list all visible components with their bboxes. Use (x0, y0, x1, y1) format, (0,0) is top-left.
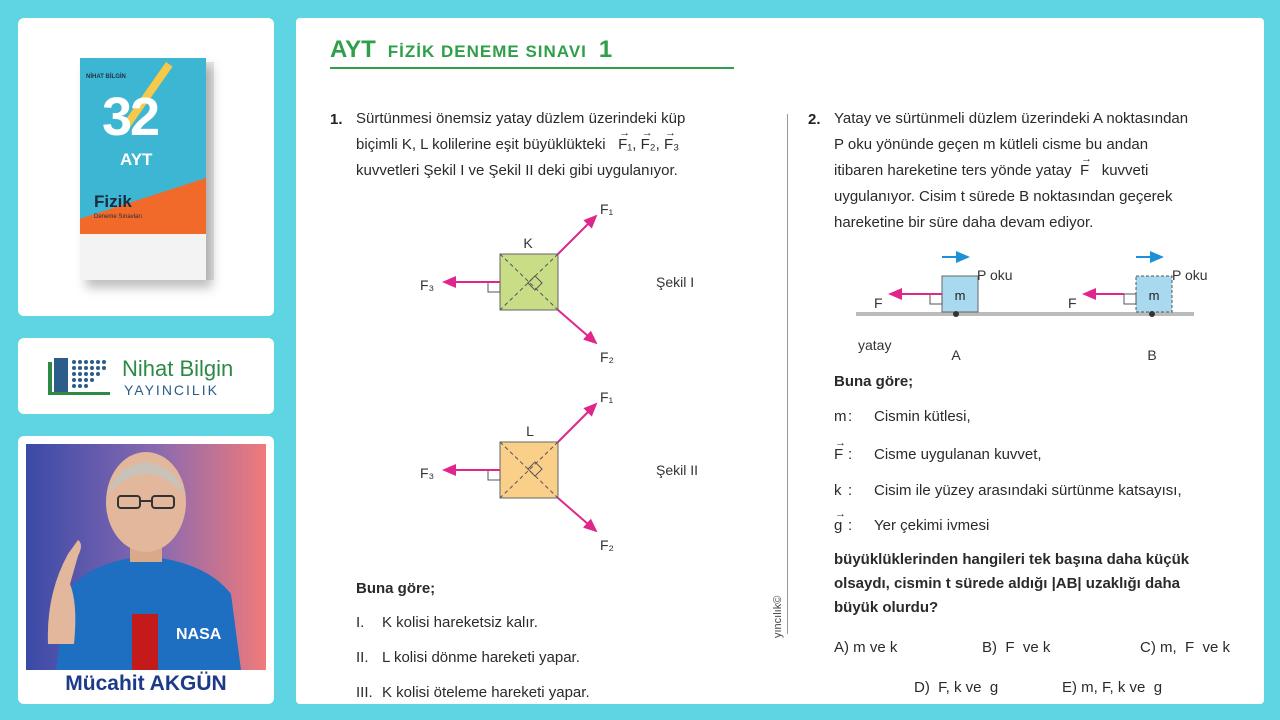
q2-number: 2. (808, 111, 821, 128)
point-b: B (1147, 347, 1157, 363)
point-a: A (951, 347, 961, 363)
option-c[interactable] (1140, 639, 1230, 656)
q1-line1: Sürtünmesi önemsiz yatay düzlem üzerindeki küp (356, 110, 686, 127)
fig1-f1-label: F₁ (600, 201, 614, 217)
fig2-caption: Şekil II (656, 462, 699, 478)
q2-line3a: itibaren hareketine ters yönde yatay (834, 162, 1072, 179)
def-m-sym: m (834, 408, 847, 425)
option-e-vec-g: g (1153, 679, 1163, 696)
q1-item-1 (356, 610, 538, 636)
p-label-b: P oku (1172, 267, 1208, 283)
def-f-text: Cisme uygulanan kuvvet, (874, 446, 1042, 463)
book-spine (206, 62, 214, 280)
exam-header (330, 36, 612, 64)
mass-a: m (954, 288, 966, 303)
q2-line5: hareketine bir süre daha devam ediyor. (834, 214, 1094, 231)
q1-stem (356, 106, 756, 184)
option-d-vec-f: F (938, 679, 946, 696)
q1-line2: biçimli K, L kolilerine eşit büyüklükteki (356, 136, 606, 153)
def-k-sym: k (834, 482, 842, 499)
option-e-vec-f: F (1102, 679, 1110, 696)
q1-number: 1. (330, 111, 343, 128)
watermark: yıncılık© (772, 595, 784, 638)
option-e[interactable] (1062, 679, 1162, 696)
q2-line4: uygulanıyor. Cisim t sürede B noktasından geçerek (834, 188, 1173, 205)
q2-prompt-3: büyük olurdu? (834, 599, 939, 616)
q2-prompt-2: olsaydı, cismin t sürede aldığı |AB| uzaklığı daha (834, 575, 1180, 592)
q1-figure-1 (406, 198, 636, 368)
q2-line1: Yatay ve sürtünmeli düzlem üzerindeki A noktasından (834, 110, 1189, 127)
ground-label: yatay (858, 337, 892, 353)
def-k-text: Cisim ile yüzey arasındaki sürtünme katsayısı, (874, 482, 1182, 499)
def-m-text: Cismin kütlesi, (874, 408, 971, 425)
q1-item-1-text: K kolisi hareketsiz kalır. (382, 614, 538, 631)
ground-line (856, 312, 1194, 316)
option-d-letter: D) (914, 679, 930, 696)
box-l-label: L (526, 423, 534, 439)
presenter-panel (18, 436, 274, 704)
book-white-band (80, 234, 206, 280)
q1-line3: kuvvetleri Şekil I ve Şekil II deki gibi uygulanıyor. (356, 162, 678, 179)
exam-ayt: AYT (330, 36, 376, 63)
fig1-f3-label: F₃ (420, 277, 435, 293)
q2-vec-f: → F (1080, 158, 1089, 184)
presenter-name: Mücahit AKGÜN (65, 672, 227, 695)
option-d-text: , k ve (945, 679, 982, 696)
q2-def-f (834, 442, 1042, 468)
exam-page (296, 18, 1264, 704)
exam-title: FİZİK DENEME SINAVI (387, 42, 587, 61)
q2-prompt (834, 548, 1254, 620)
option-c-text-2: ve k (1202, 639, 1231, 656)
q1-item-3 (356, 680, 590, 706)
fig1-caption: Şekil I (656, 274, 695, 290)
book-author: NİHAT BİLGİN (86, 74, 126, 80)
def-f-sep: : (848, 446, 853, 463)
option-e-text-1: E) m, (1062, 679, 1098, 696)
mass-b: m (1148, 288, 1160, 303)
column-divider (787, 114, 788, 634)
q2-def-k (834, 478, 1182, 504)
q2-line2: P oku yönünde geçen m kütleli cisme bu andan (834, 136, 1149, 153)
book-cover-panel (18, 18, 274, 316)
p-label-a: P oku (977, 267, 1013, 283)
option-b-vec-f: F (1005, 639, 1015, 656)
q1-vec-f3: → F₃ (664, 132, 679, 158)
q2-line3 (834, 158, 1244, 184)
q1-buna-gore: Buna göre; (356, 580, 436, 597)
q1-item-2-num: II. (356, 649, 369, 666)
q2-stem (834, 106, 1244, 236)
def-f-sym: → F (834, 442, 848, 468)
book-subject: Fizik (94, 192, 132, 211)
exam-number: 1 (598, 36, 613, 63)
option-b-letter: B) (982, 639, 997, 656)
q1-item-1-num: I. (356, 614, 365, 631)
fig2-f3-label: F₃ (420, 465, 435, 481)
def-g-sep: : (848, 517, 853, 534)
fig2-f1-label: F₁ (600, 389, 614, 405)
q1-item-2-text: L kolisi dönme hareketi yapar. (382, 649, 580, 666)
def-g-text: Yer çekimi ivmesi (874, 517, 990, 534)
q2-prompt-1: büyüklüklerinden hangileri tek başına daha küçük (834, 551, 1190, 568)
publisher-logo-panel (18, 338, 274, 414)
q1-item-3-num: III. (356, 684, 373, 701)
force-a: F (874, 295, 883, 311)
q2-line3b: kuvveti (1101, 162, 1149, 179)
option-e-text-2: , k ve (1109, 679, 1146, 696)
q1-vec-f1: → F₁ (618, 132, 632, 158)
publisher-sub: YAYINCILIK (124, 382, 219, 398)
q2-def-m (834, 404, 971, 430)
q1-line2-wrap (356, 132, 756, 158)
q2-figure (856, 244, 1208, 363)
book-cover (80, 58, 206, 280)
option-b-text: ve k (1022, 639, 1051, 656)
book-number: 32 (102, 87, 159, 147)
q1-item-3-text: K kolisi öteleme hareketi yapar. (382, 684, 590, 701)
q1-figure-2 (406, 386, 636, 556)
option-a[interactable]: A) m ve k (834, 639, 898, 656)
force-b: F (1068, 295, 1077, 311)
svg-text:NASA: NASA (176, 626, 222, 643)
def-k-sep: : (848, 482, 853, 499)
option-d[interactable] (914, 679, 998, 696)
presenter-video (26, 444, 266, 670)
book-exam: AYT (120, 150, 153, 169)
publisher-name: Nihat Bilgin (122, 356, 234, 381)
book-subtitle: Deneme Sınavları (94, 214, 143, 220)
q1-sep: , (632, 136, 637, 153)
option-c-vec-f: F (1185, 639, 1195, 656)
presenter-figure (26, 444, 266, 670)
def-m-sep: : (848, 408, 853, 425)
fig2-f2-label: F₂ (600, 537, 614, 553)
option-d-vec-g: g (989, 679, 999, 696)
q1-vec-f2: → F₂ (641, 132, 656, 158)
q2-def-g (834, 513, 989, 539)
publisher-logo-icon (48, 356, 114, 396)
q2-buna-gore: Buna göre; (834, 373, 914, 390)
header-rule (330, 67, 734, 69)
q1-item-2 (356, 645, 580, 671)
option-c-text-1: C) m, (1140, 639, 1177, 656)
q1-sep: , (655, 136, 660, 153)
fig1-f2-label: F₂ (600, 349, 614, 365)
box-k-label: K (523, 235, 533, 251)
option-b[interactable] (982, 639, 1050, 656)
def-g-sym: → g (834, 513, 848, 539)
